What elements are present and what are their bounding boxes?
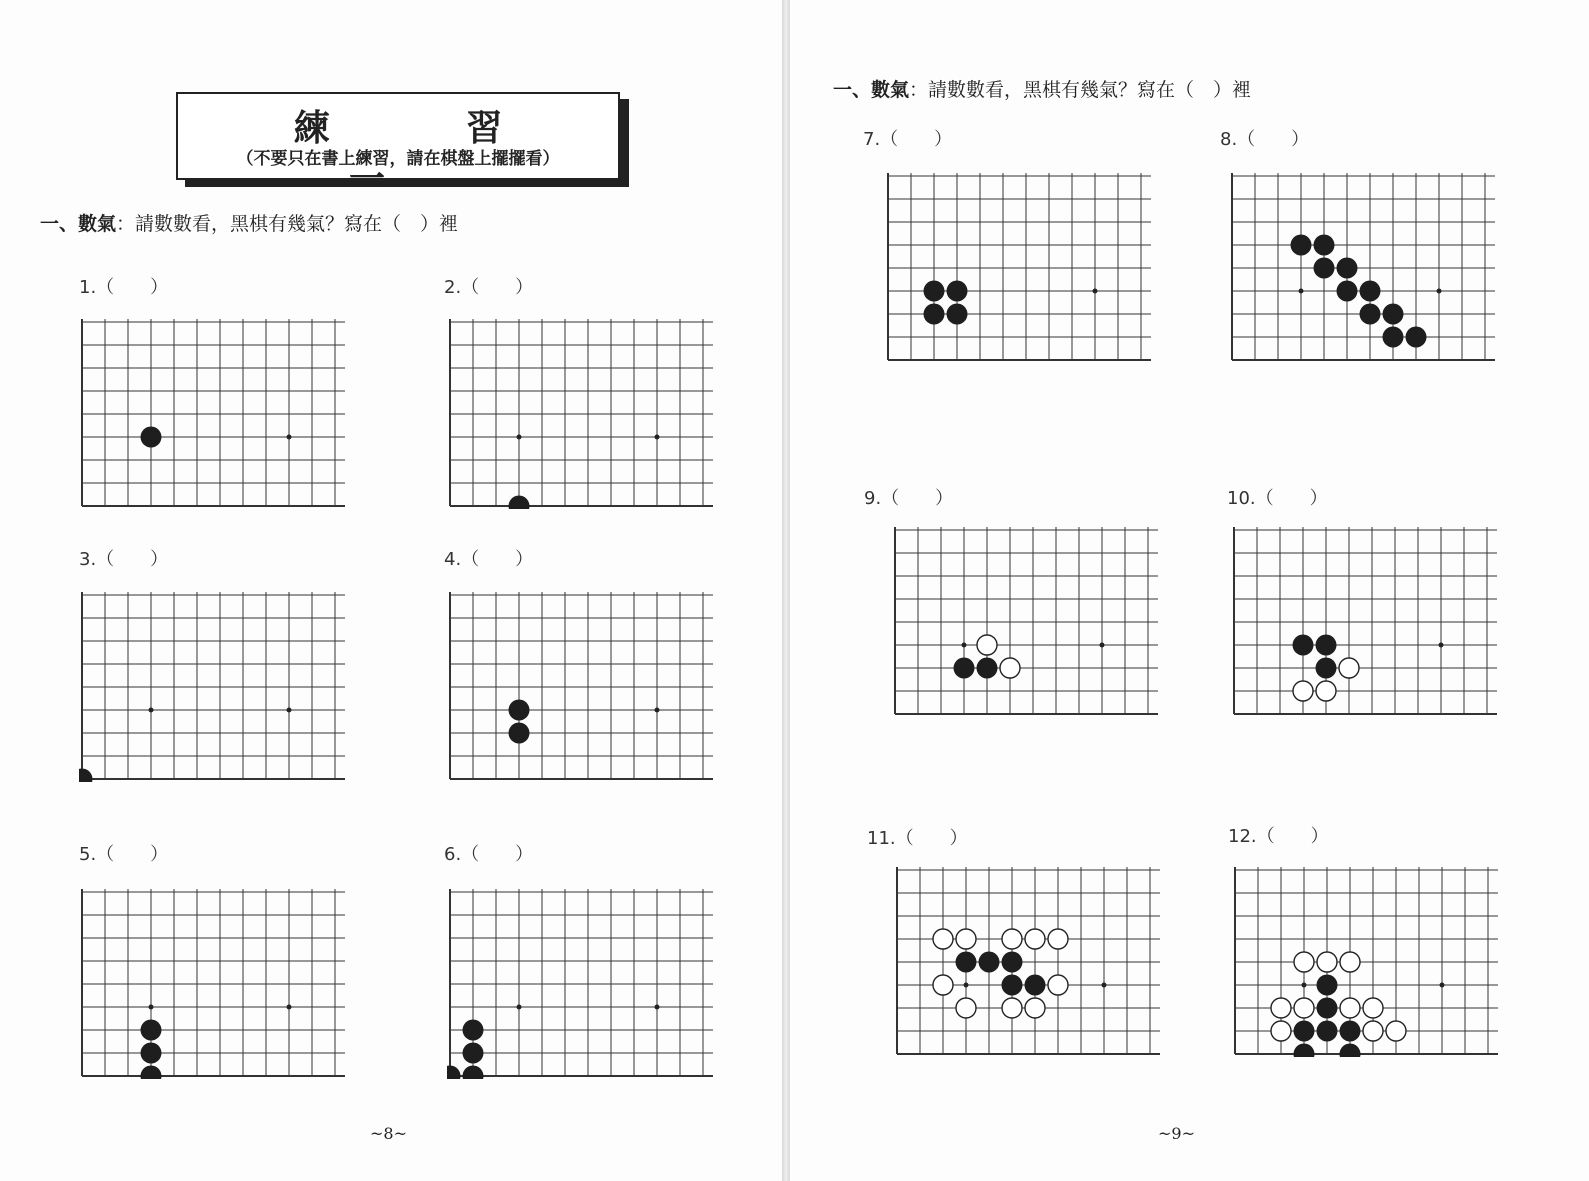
problem-label: 6.（ ） (444, 844, 534, 865)
white-stone (1271, 1021, 1291, 1041)
black-stone (141, 1066, 162, 1080)
problem-label: 12.（ ） (1228, 826, 1329, 847)
black-stone (509, 496, 530, 510)
section-keyword: 數氣 (871, 79, 910, 101)
go-board (885, 173, 1151, 363)
black-stone (463, 1066, 484, 1080)
star-point (517, 1005, 522, 1010)
star-point (1437, 289, 1442, 294)
black-stone (1314, 235, 1335, 256)
black-stone (1340, 1044, 1361, 1058)
white-stone (956, 998, 976, 1018)
black-stone (1002, 975, 1023, 996)
black-stone (1406, 327, 1427, 348)
white-stone (1002, 998, 1022, 1018)
star-point (149, 1005, 154, 1010)
star-point (962, 643, 967, 648)
star-point (1093, 289, 1098, 294)
star-point (1440, 983, 1445, 988)
star-point (655, 708, 660, 713)
go-board (1231, 527, 1497, 717)
black-stone (1340, 1021, 1361, 1042)
section-instruction: ：請數數看，黑棋有幾氣？寫在（ ）裡 (116, 213, 459, 235)
white-stone (1293, 681, 1313, 701)
black-stone (947, 281, 968, 302)
star-point (655, 435, 660, 440)
star-point (1102, 983, 1107, 988)
exercise-title: 練 習 一 (293, 107, 565, 200)
problem-label: 4.（ ） (444, 549, 534, 570)
black-stone (1316, 635, 1337, 656)
star-point (964, 983, 969, 988)
black-stone (1294, 1044, 1315, 1058)
black-stone (463, 1043, 484, 1064)
black-stone (924, 281, 945, 302)
right-page (790, 0, 1589, 1181)
black-stone (1383, 304, 1404, 325)
black-stone (1317, 998, 1338, 1019)
problem-label: 5.（ ） (79, 844, 169, 865)
black-stone (463, 1020, 484, 1041)
white-stone (933, 929, 953, 949)
star-point (287, 1005, 292, 1010)
left-page (0, 0, 784, 1181)
white-stone (1363, 998, 1383, 1018)
page-number: ~8~ (370, 1124, 407, 1143)
problem-label: 3.（ ） (79, 549, 169, 570)
black-stone (1314, 258, 1335, 279)
go-board (79, 319, 345, 509)
star-point (1299, 289, 1304, 294)
white-stone (1317, 952, 1337, 972)
white-stone (1386, 1021, 1406, 1041)
problem-label: 1.（ ） (79, 277, 169, 298)
section-keyword: 數氣 (78, 213, 117, 235)
black-stone (447, 1066, 461, 1080)
white-stone (1048, 929, 1068, 949)
go-board (79, 889, 345, 1079)
white-stone (1340, 952, 1360, 972)
go-board (894, 867, 1160, 1057)
black-stone (1002, 952, 1023, 973)
black-stone (977, 658, 998, 679)
white-stone (1339, 658, 1359, 678)
section-heading (40, 209, 458, 236)
star-point (517, 435, 522, 440)
black-stone (1291, 235, 1312, 256)
white-stone (1294, 952, 1314, 972)
black-stone (509, 700, 530, 721)
black-stone (956, 952, 977, 973)
problem-label: 11.（ ） (867, 828, 968, 849)
star-point (287, 435, 292, 440)
black-stone (947, 304, 968, 325)
white-stone (1340, 998, 1360, 1018)
exercise-subtitle: （不要只在書上練習，請在棋盤上擺擺看） (236, 149, 560, 169)
white-stone (1271, 998, 1291, 1018)
white-stone (977, 635, 997, 655)
problem-label: 2.（ ） (444, 277, 534, 298)
black-stone (79, 769, 93, 783)
white-stone (933, 975, 953, 995)
white-stone (1002, 929, 1022, 949)
black-stone (1360, 304, 1381, 325)
black-stone (1317, 1021, 1338, 1042)
black-stone (1294, 1021, 1315, 1042)
white-stone (1363, 1021, 1383, 1041)
black-stone (141, 1043, 162, 1064)
star-point (655, 1005, 660, 1010)
white-stone (1000, 658, 1020, 678)
section-number: 一、 (40, 213, 79, 235)
go-board (79, 592, 345, 782)
white-stone (1316, 681, 1336, 701)
white-stone (1048, 975, 1068, 995)
go-board (447, 889, 713, 1079)
star-point (1100, 643, 1105, 648)
section-instruction: ：請數數看，黑棋有幾氣？寫在（ ）裡 (909, 79, 1252, 101)
star-point (1302, 983, 1307, 988)
white-stone (1294, 998, 1314, 1018)
black-stone (1293, 635, 1314, 656)
go-board (1232, 867, 1498, 1057)
black-stone (1337, 258, 1358, 279)
go-board (892, 527, 1158, 717)
go-board (447, 319, 713, 509)
black-stone (141, 427, 162, 448)
black-stone (509, 723, 530, 744)
black-stone (1317, 975, 1338, 996)
white-stone (956, 929, 976, 949)
go-board (447, 592, 713, 782)
section-number: 一、 (833, 79, 872, 101)
exercise-title-box (176, 92, 620, 200)
go-board (1229, 173, 1495, 363)
black-stone (954, 658, 975, 679)
white-stone (1025, 929, 1045, 949)
black-stone (1025, 975, 1046, 996)
star-point (1439, 643, 1444, 648)
black-stone (1316, 658, 1337, 679)
white-stone (1025, 998, 1045, 1018)
problem-label: 9.（ ） (864, 488, 954, 509)
star-point (149, 708, 154, 713)
black-stone (924, 304, 945, 325)
black-stone (1337, 281, 1358, 302)
section-heading (833, 75, 1251, 102)
star-point (287, 708, 292, 713)
problem-label: 10.（ ） (1227, 488, 1328, 509)
black-stone (979, 952, 1000, 973)
black-stone (141, 1020, 162, 1041)
problem-label: 7.（ ） (863, 129, 953, 150)
page-number: ~9~ (1158, 1124, 1195, 1143)
black-stone (1383, 327, 1404, 348)
black-stone (1360, 281, 1381, 302)
problem-label: 8.（ ） (1220, 129, 1310, 150)
